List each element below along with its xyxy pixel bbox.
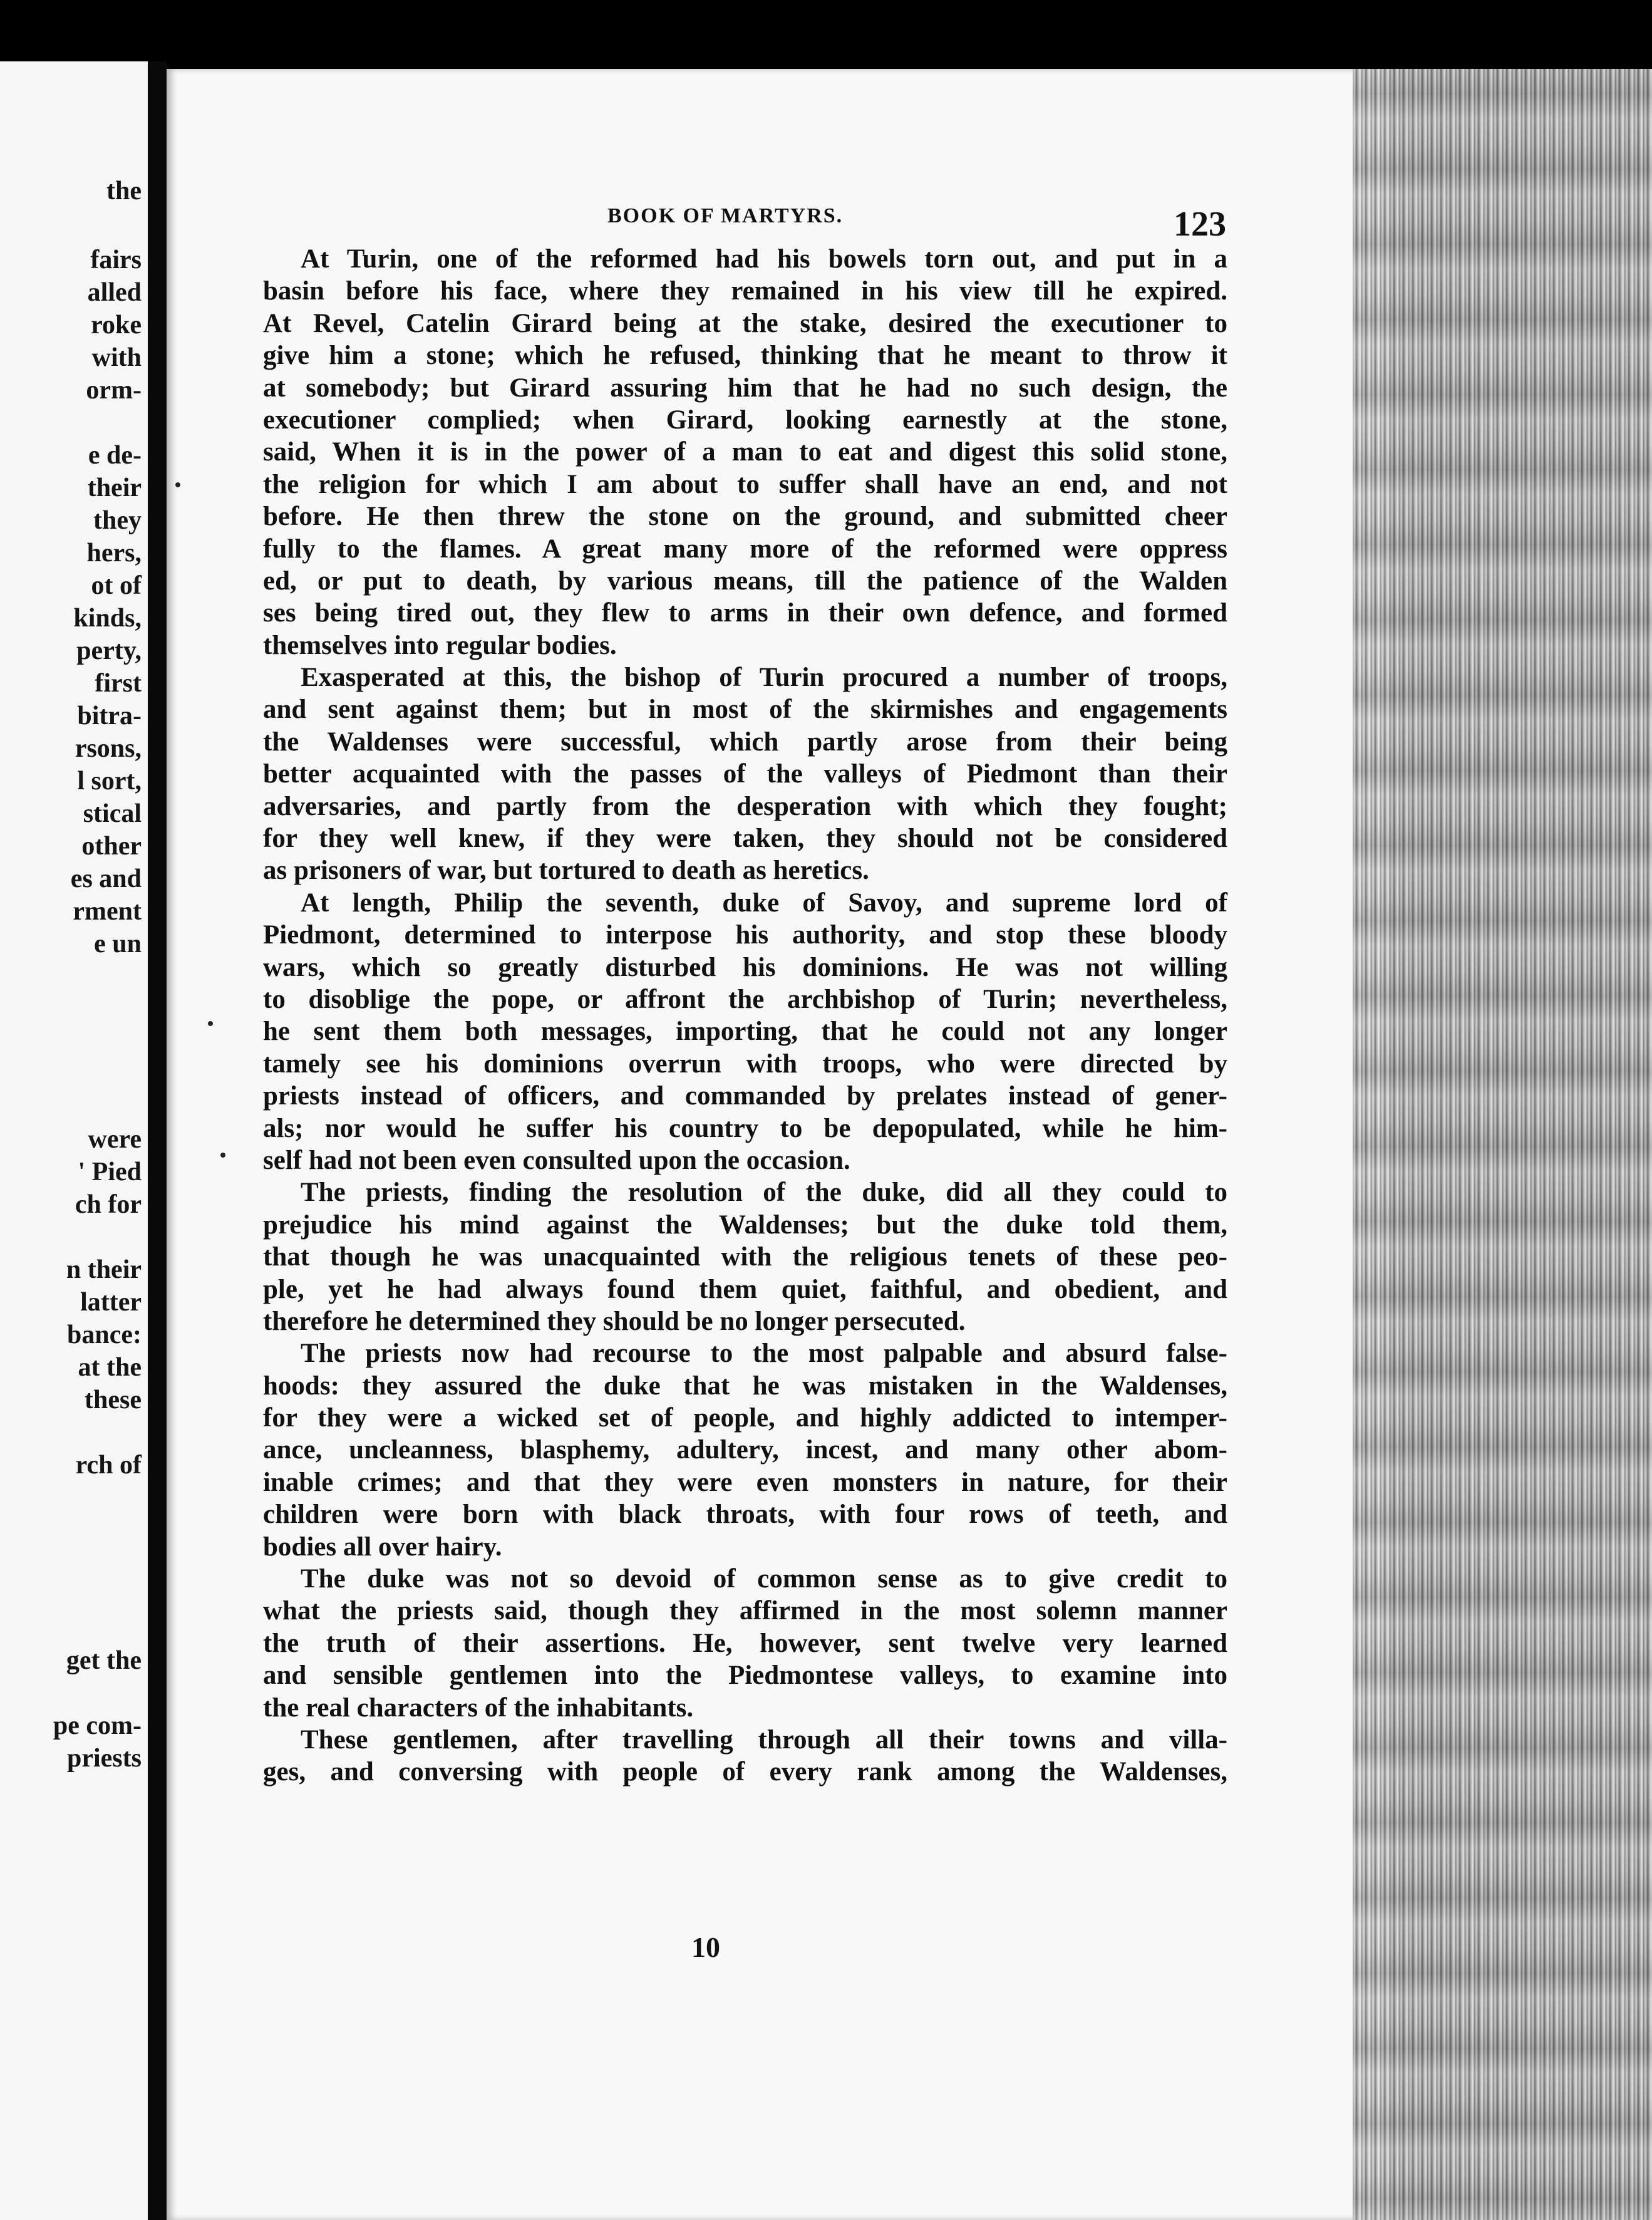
facing-page-line: ch for [75,1190,142,1219]
facing-page-line: alled [87,278,142,307]
facing-page-line: kinds, [73,604,142,633]
facing-page-line: first [95,669,142,698]
facing-page-line: priests [67,1744,142,1773]
text-line: bodies all over hairy. [263,1532,502,1562]
facing-page-line: the [106,177,142,205]
book-gutter [148,61,167,2220]
facing-page-line: at the [78,1353,142,1382]
text-line: self had not been even consulted upon the occasion. [263,1145,850,1175]
text-line: fully to the flames. A great many more of the reformed were oppress [263,534,1227,564]
text-line: the truth of their assertions. He, however, sent twelve very learned [263,1628,1227,1658]
text-line: he sent them both messages, importing, that he could not any longer [263,1017,1227,1047]
facing-page-line: other [81,832,142,861]
facing-page-line: stical [83,799,142,828]
facing-page-line: bitra- [77,702,142,730]
text-line: prejudice his mind against the Waldenses; but the duke told them, [263,1210,1227,1240]
facing-page-line: rsons, [75,734,142,763]
facing-page-fragment [0,61,148,2220]
facing-page-line: hers, [86,539,142,568]
text-line: and sent against them; but in most of the skirmishes and engagements [263,695,1227,725]
text-line: ple, yet he had always found them quiet, faithful, and obedient, and [263,1274,1227,1304]
ink-speck [208,1021,213,1026]
page-edge-texture [1353,69,1652,2220]
facing-page-line: ot of [91,571,142,600]
text-line: give him a stone; which he refused, thinking that he meant to throw it [263,341,1227,371]
text-line: wars, which so greatly disturbed his dominions. He was not willing [263,952,1227,982]
text-line: adversaries, and partly from the desperation with which they fought; [263,791,1227,821]
text-line: priests instead of officers, and commanded by prelates instead of gener- [263,1081,1227,1111]
facing-page-line: these [85,1386,142,1414]
facing-page-line: rch of [75,1451,142,1480]
facing-page-line: orm- [86,376,142,405]
text-line: better acquainted with the passes of the valleys of Piedmont than their [263,759,1227,789]
text-line: for they were a wicked set of people, and highly addicted to intemper- [263,1403,1227,1433]
text-line: and sensible gentlemen into the Piedmontese valleys, to examine into [263,1661,1227,1691]
text-line: what the priests said, though they affirmed in the most solemn manner [263,1596,1227,1626]
facing-page-line: fairs [90,246,142,274]
text-line: therefore he determined they should be no longer persecuted. [263,1306,966,1336]
text-line: hoods: they assured the duke that he was mistaken in the Waldenses, [263,1371,1227,1401]
text-line: The priests, finding the resolution of the duke, did all they could to [301,1178,1227,1208]
facing-page-line: n their [66,1255,142,1284]
facing-page-line: l sort, [77,767,142,796]
text-line: ed, or put to death, by various means, till the patience of the Walden [263,566,1227,596]
text-line: the real characters of the inhabitants. [263,1693,694,1723]
text-line: These gentlemen, after travelling through all their towns and villa- [301,1725,1227,1755]
text-line: Exasperated at this, the bishop of Turin procured a number of troops, [301,663,1227,693]
facing-page-line: were [88,1125,142,1154]
facing-page-line: get the [66,1646,142,1675]
ink-speck [175,482,180,487]
facing-page-line: es and [70,864,142,893]
text-line: for they well knew, if they were taken, they should not be considered [263,824,1227,854]
text-line: children were born with black throats, with four rows of teeth, and [263,1500,1227,1530]
text-line: before. He then threw the stone on the ground, and submitted cheer [263,502,1227,532]
signature-mark: 10 [691,1931,720,1963]
page-number: 123 [1174,205,1226,244]
facing-page-line: pe com- [53,1711,142,1740]
facing-page-line: they [93,506,142,535]
body-text [263,243,1227,1788]
text-line: At length, Philip the seventh, duke of Savoy, and supreme lord of [301,888,1227,918]
facing-page-line: rment [73,897,142,926]
text-line: at somebody; but Girard assuring him that he had no such design, the [263,373,1227,403]
facing-page-line: their [87,474,142,502]
running-head: BOOK OF MARTYRS. [607,204,844,227]
text-line: als; nor would he suffer his country to be depopulated, while he him- [263,1113,1227,1143]
text-line: executioner complied; when Girard, looking earnestly at the stone, [263,405,1227,435]
facing-page-line: roke [91,311,142,340]
text-line: as prisoners of war, but tortured to death as heretics. [263,856,869,886]
text-line: the religion for which I am about to suffer shall have an end, and not [263,469,1227,499]
text-line: said, When it is in the power of a man to eat and digest this solid stone, [263,437,1227,467]
ink-speck [220,1153,225,1158]
facing-page-line: perty, [76,636,142,665]
text-line: The duke was not so devoid of common sense as to give credit to [301,1564,1227,1594]
text-line: that though he was unacquainted with the religious tenets of these peo- [263,1242,1227,1272]
text-line: ges, and conversing with people of every rank among the Waldenses, [263,1757,1227,1787]
text-line: to disoblige the pope, or affront the archbishop of Turin; nevertheless, [263,984,1227,1014]
text-line: tamely see his dominions overrun with troops, who were directed by [263,1049,1227,1079]
facing-page-line: ' Pied [78,1158,142,1186]
text-line: themselves into regular bodies. [263,630,617,660]
text-line: ses being tired out, they flew to arms in their own defence, and formed [263,598,1227,628]
text-line: basin before his face, where they remained in his view till he expired. [263,276,1227,306]
text-line: At Turin, one of the reformed had his bowels torn out, and put in a [301,244,1227,274]
text-line: At Revel, Catelin Girard being at the stake, desired the executioner to [263,308,1227,338]
text-line: inable crimes; and that they were even monsters in nature, for their [263,1467,1227,1497]
text-line: ance, uncleanness, blasphemy, adultery, incest, and many other abom- [263,1435,1227,1465]
text-line: the Waldenses were successful, which partly arose from their being [263,727,1227,757]
text-line: The priests now had recourse to the most palpable and absurd false- [301,1339,1227,1369]
facing-page-line: e un [94,930,142,958]
facing-page-line: latter [80,1288,142,1317]
facing-page-line: e de- [88,441,142,470]
text-line: Piedmont, determined to interpose his authority, and stop these bloody [263,920,1227,950]
facing-page-line: bance: [67,1320,142,1349]
facing-page-line: with [91,343,142,372]
